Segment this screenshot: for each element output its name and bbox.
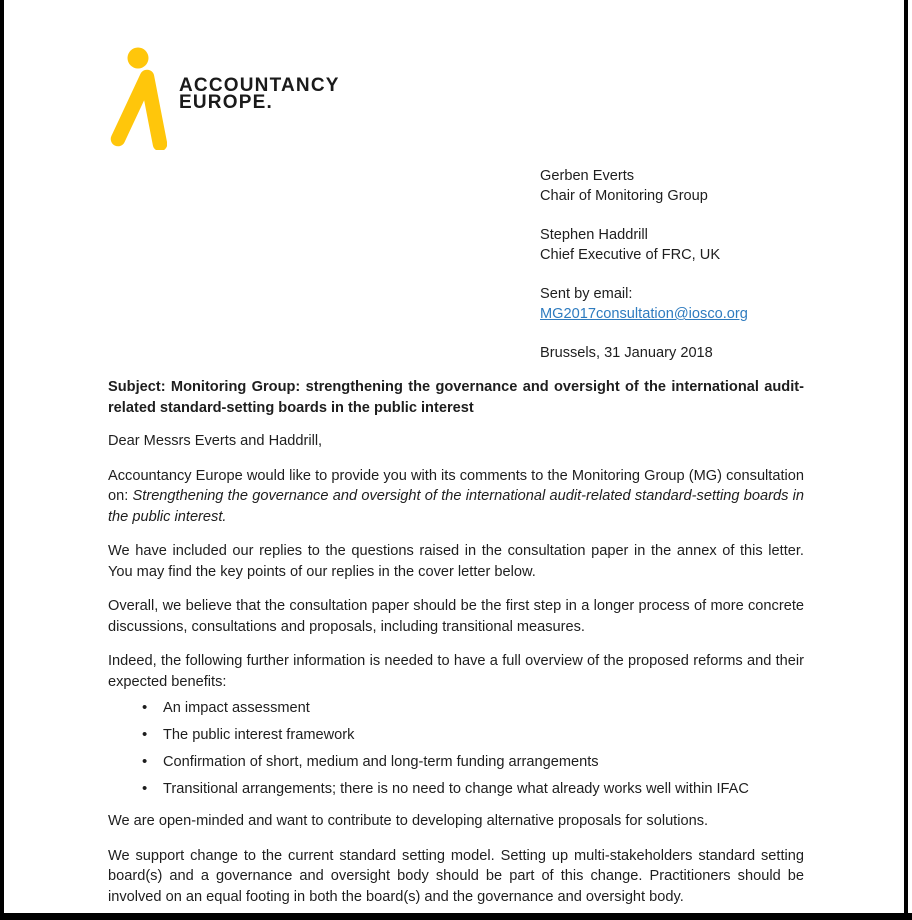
sent-by-email-label: Sent by email: [540,286,633,302]
recipient-2 [540,225,748,265]
bullet-item: • Confirmation of short, medium and long-term funding arrangements [108,752,804,772]
dateline: Brussels, 31 January 2018 [540,345,713,361]
paragraph-3: Overall, we believe that the consultation paper should be the first step in a longer process of more concrete discussions, consultations and proposals, including transitional measures. [108,598,804,635]
recipient-2-name: Stephen Haddrill [540,227,648,243]
letter-body [108,377,804,907]
recipient-1-title: Chair of Monitoring Group [540,188,708,204]
paragraph-4: Indeed, the following further information is needed to have a full overview of the proposed reforms and their expected benefits: [108,653,804,690]
bullet-item: • Transitional arrangements; there is no need to change what already works well within IFAC [108,779,804,799]
sent-by-email-group [540,284,748,324]
logo-wordmark-line1: ACCOUNTANCY [179,75,340,96]
recipient-1-name: Gerben Everts [540,168,635,184]
email-link[interactable]: MG2017consultation@iosco.org [540,306,748,322]
paragraph-1-italic-title: Strengthening the governance and oversight of the international audit-related standard-setting boards in the public interest. [108,488,805,525]
paragraph-5: We are open-minded and want to contribute to developing alternative proposals for solutions. [108,813,709,829]
bullet-list [108,698,804,799]
recipient-2-title: Chief Executive of FRC, UK [540,247,721,263]
page-edge-left [0,0,4,920]
subject-line: Subject: Monitoring Group: strengthening the governance and oversight of the international audit-related standard-setting boards in the public interest [108,379,804,416]
page-edge-right [904,0,908,920]
recipient-block [540,166,748,363]
bullet-item: • An impact assessment [108,698,804,718]
paragraph-2: We have included our replies to the questions raised in the consultation paper in the annex of this letter. You may find the key points of our replies in the cover letter below. [108,543,804,580]
paragraph-1-lead: Accountancy Europe would like to provide you with its comments to the Monitoring Group (MG) consultation on: [108,467,804,504]
bullet-item: • The public interest framework [108,725,804,745]
paragraph-1 [108,466,804,528]
paragraph-6: We support change to the current standard setting model. Setting up multi-stakeholders standard setting board(s) and a governance and oversight body should be part of this change. Practitioners should be involved on an equal footing in both the board(s) and the governance and oversight body. [108,847,804,905]
accountancy-europe-person-icon [105,45,167,150]
salutation: Dear Messrs Everts and Haddrill, [108,433,323,449]
recipient-1 [540,166,748,206]
page-edge-bottom [0,913,912,920]
logo-wordmark-line2: EUROPE. [179,92,273,113]
logo-wordmark [179,77,340,111]
